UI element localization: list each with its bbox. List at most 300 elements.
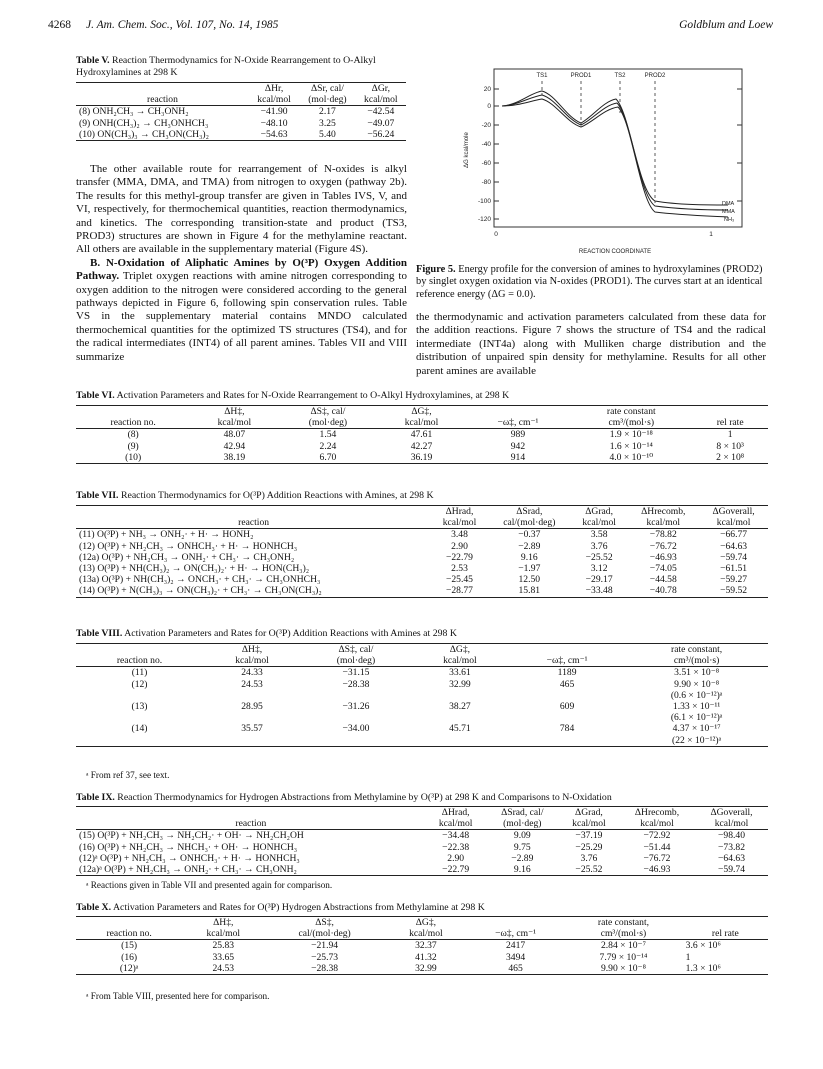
table9-cell: −46.93: [643, 864, 671, 876]
table8-col-unit: reaction no.: [116, 655, 163, 667]
table-row: [76, 952, 768, 963]
table8-col-unit: kcal/mol: [235, 655, 269, 667]
table7-cell: −59.27: [720, 574, 748, 586]
table8-cell: 28.95: [241, 701, 263, 713]
table-row: [76, 667, 768, 679]
table6-header-row: [76, 406, 768, 418]
table9-cell: −25.29: [575, 841, 603, 853]
table7-cell: −61.51: [720, 563, 748, 575]
table8-cell: [76, 690, 203, 701]
table5-col-unit: reaction: [147, 94, 178, 106]
table-row: [76, 106, 406, 118]
state-label-prod1: PROD1: [570, 73, 592, 79]
table10-col-header: [683, 917, 768, 929]
table7-cell: (14) O(³P) + N(CH₃)₃ → ON(CH₃)₂· + CH₃· → CH₃ON(CH₃)₂: [79, 585, 322, 597]
table5-col-header: ΔSr, cal/: [310, 83, 344, 94]
table10-label: Table X.: [76, 902, 112, 913]
table-row: [76, 529, 768, 541]
table7-cell: −28.77: [445, 585, 473, 597]
table6-cell: 1.6 × 10⁻¹⁴: [609, 440, 653, 452]
table6-cell: 48.07: [223, 429, 246, 441]
table7-cell: −0.37: [518, 529, 541, 541]
table9: [76, 806, 768, 876]
table8-cell: [301, 712, 411, 723]
table8-caption: [76, 628, 776, 640]
table7-cell: −59.74: [720, 551, 748, 563]
table-row: [76, 690, 768, 701]
table7-units-row: [76, 517, 768, 529]
table8-cell: [509, 735, 625, 747]
table10-col-header: ΔG‡,: [415, 917, 437, 928]
table5-cell: −48.10: [260, 117, 288, 129]
table7-cell: −40.78: [649, 585, 677, 597]
table5: [76, 82, 406, 141]
table8-col-unit: −ω‡, cm⁻¹: [546, 655, 588, 667]
table6-col-unit: −ω‡, cm⁻¹: [497, 417, 539, 429]
table8-cell: [203, 735, 301, 747]
table9-cell: −59.74: [718, 864, 746, 876]
table8-cell: 9.90 × 10⁻⁸: [674, 678, 720, 690]
table6-col-header: ΔG‡,: [411, 406, 432, 417]
figure5: [458, 55, 758, 260]
table10-units-row: [76, 928, 768, 940]
y-tick-label: 20: [483, 86, 491, 93]
table8-cell: 33.61: [449, 667, 471, 679]
table10-col-header: [467, 917, 564, 929]
table7-cell: 3.48: [451, 529, 468, 541]
table8-col-unit: cm³/(mol·s): [673, 655, 720, 667]
table-row: [76, 963, 768, 975]
table10-cell: 41.32: [415, 951, 437, 963]
table5-cell: (10) ON(CH₃)₃ → CH₃ON(CH₃)₂: [79, 128, 209, 140]
y-ticks: [494, 89, 742, 219]
table10-col-unit: cal/(mol·deg): [298, 928, 351, 940]
journal-citation: J. Am. Chem. Soc., Vol. 107, No. 14, 1985: [86, 19, 279, 31]
table8-col-header: ΔG‡,: [449, 644, 471, 655]
table8-cell: [301, 735, 411, 747]
table-row: [76, 429, 768, 441]
table8-units-row: [76, 655, 768, 667]
figure5-label: Figure 5.: [416, 264, 456, 275]
table8-cell: 1189: [557, 667, 577, 679]
table-row: [76, 712, 768, 723]
table6-cell: 989: [510, 429, 526, 441]
table8-cell: 1.33 × 10⁻¹¹: [672, 701, 721, 713]
table10-cell: 2417: [505, 940, 526, 952]
table7-cell: −29.17: [585, 574, 613, 586]
table6-cell: 2 × 10⁸: [716, 451, 745, 463]
table5-cell: −49.07: [367, 117, 395, 129]
y-tick-labels: [478, 86, 491, 223]
table7-cell: −64.63: [720, 540, 748, 552]
table9-cell: (15) O(³P) + NH₂CH₃ → NH₂CH₂· + OH· → NH₂CH₂OH: [79, 830, 304, 842]
table5-cell: (9) ONH(CH₃)₂ → CH₃ONHCH₃: [79, 117, 209, 129]
table6-col-unit: rel rate: [716, 417, 744, 429]
table8-label: Table VIII.: [76, 628, 123, 639]
x-axis-label: REACTION COORDINATE: [578, 249, 652, 255]
table8-cell: 4.37 × 10⁻¹⁷: [672, 723, 721, 735]
table6-cell: (8): [127, 429, 139, 441]
table7-cell: −59.52: [720, 585, 748, 597]
table6-col-unit: cm³/(mol·s): [608, 417, 655, 429]
table6-cell: 47.61: [410, 429, 433, 441]
table10-footnote: ᵃ From Table VIII, presented here for comparison.: [86, 991, 270, 1001]
table9-cell: (12)ᵃ O(³P) + NH₂CH₃ → ONHCH₃· + H· → HONHCH₃: [79, 852, 300, 864]
table9-cell: −51.44: [643, 841, 671, 853]
table8-cell: [301, 690, 411, 701]
table7-cell: 3.58: [590, 529, 608, 541]
table6-cell: 1.9 × 10⁻¹⁸: [609, 429, 653, 441]
table-row: [76, 452, 768, 464]
figure5-plot: [458, 55, 758, 260]
state-markers: [542, 81, 655, 203]
curve-label-mma: MMA: [722, 209, 735, 215]
table9-header-row: [76, 807, 768, 819]
table10-col-unit: kcal/mol: [206, 928, 241, 940]
table7-cell: (12) O(³P) + NH₂CH₃ → ONHCH₃· + H· → HONHCH₃: [79, 540, 298, 552]
table8-col-header: ΔH‡,: [241, 644, 263, 655]
table10-col-unit: rel rate: [711, 928, 739, 940]
table6-cell: 42.27: [410, 440, 433, 452]
table5-cell: 3.25: [319, 117, 336, 129]
table10-cell: (12)ᵃ: [119, 962, 139, 974]
table9-units-row: [76, 818, 768, 830]
table9-cell: −98.40: [718, 830, 746, 842]
table10-col-header: [76, 917, 182, 929]
table9-cell: −73.82: [718, 841, 746, 853]
table-row: [76, 679, 768, 690]
table8-col-header: ΔS‡, cal/: [338, 644, 374, 655]
table10-header-row: [76, 917, 768, 929]
table-row: [76, 723, 768, 734]
table10-cell: 25.83: [212, 940, 235, 952]
table5-cell: 5.40: [319, 128, 336, 140]
y-tick-label: -40: [481, 141, 491, 148]
paragraph-body: Triplet oxygen reactions with amine nitrogen corresponding to oxygen addition to the nitrogen were considered according to the general pathways depicted in Figure 6, following spin conservation rules. Table VS in the supplementary material contains MNDO calculated thermochemical quantities for the optimized TS structures (TS4), and for the radical intermediates (INT4) of all parent amines. Tables VII and VIII summarize: [76, 270, 407, 363]
table9-col-unit: kcal/mol: [714, 818, 749, 830]
table6-cell: (9): [127, 440, 139, 452]
table6-col-header: ΔS‡, cal/: [310, 406, 346, 417]
table-row: [76, 574, 768, 585]
table7-col-unit: cal/(mol·deg): [503, 517, 556, 529]
table9-col-header: [76, 807, 426, 819]
table9-cell: −2.89: [511, 852, 534, 864]
table9-col-unit: kcal/mol: [640, 818, 674, 830]
table6-cell: 942: [510, 440, 526, 452]
table7-col-unit: kcal/mol: [442, 517, 477, 529]
table10-cell: 2.84 × 10⁻⁷: [600, 940, 646, 952]
state-label-ts2: TS2: [614, 73, 626, 79]
table8-col-unit: kcal/mol: [443, 655, 477, 667]
table9-cell: −64.63: [718, 852, 746, 864]
table9-cell: 9.09: [513, 830, 531, 842]
table8-cell: 45.71: [449, 723, 471, 735]
table10-cell: 33.65: [212, 951, 235, 963]
curve-labels: [722, 201, 735, 223]
table7-cell: 2.53: [451, 563, 468, 575]
table7-header-row: [76, 506, 768, 518]
table10-caption-text: Activation Parameters and Rates for O(³P) Hydrogen Abstractions from Methylamine at 298 K: [112, 902, 485, 913]
table5-col-unit: kcal/mol: [364, 94, 398, 106]
table7-col-header: ΔGoverall,: [712, 506, 755, 517]
table7-caption: [76, 490, 776, 502]
table9-label: Table IX.: [76, 792, 115, 803]
table8-cell: (11): [131, 667, 148, 679]
table10-cell: 9.90 × 10⁻⁸: [600, 962, 646, 974]
table8-cell: [411, 735, 509, 747]
table9-col-header: ΔGoverall,: [710, 807, 753, 818]
table6-cell: 42.94: [223, 440, 246, 452]
table6-col-unit: (mol·deg): [308, 417, 348, 429]
y-tick-label: -20: [481, 122, 491, 129]
table9-cell: (12a)ᵃ O(³P) + NH₂CH₃ → ONH₂· + CH₃· → CH₃ONH₂: [79, 864, 297, 876]
table7-cell: (11) O(³P) + NH₃ → ONH₂· + H· → HONH₂: [79, 529, 254, 541]
y-tick-label: -80: [481, 179, 491, 186]
table7-col-unit: kcal/mol: [716, 517, 751, 529]
table8-col-header: rate constant,: [671, 644, 723, 655]
table9-col-unit: kcal/mol: [572, 818, 606, 830]
table7-cell: −46.93: [649, 551, 677, 563]
table6-col-header: ΔH‡,: [224, 406, 245, 417]
table10-col-unit: −ω‡, cm⁻¹: [495, 928, 537, 940]
table5-col-unit: kcal/mol: [257, 94, 291, 106]
state-labels: [536, 73, 666, 79]
table8-cell: −28.38: [342, 678, 370, 690]
table8-col-header: [76, 644, 203, 656]
table10-cell: 465: [508, 962, 523, 974]
y-tick-label: -120: [477, 216, 491, 223]
table9-col-header: ΔGrad,: [575, 807, 603, 818]
table9-cell: 9.75: [513, 841, 531, 853]
table-row: [76, 552, 768, 563]
table5-units-row: [76, 94, 406, 106]
table7-col-header: ΔSrad,: [516, 506, 543, 517]
table7-cell: 3.12: [590, 563, 608, 575]
table7-col-header: ΔHrad,: [445, 506, 474, 517]
table6-cell: 4.0 × 10⁻¹⁰: [609, 451, 654, 463]
table7-col-unit: reaction: [238, 517, 270, 529]
table9-col-unit: reaction: [235, 818, 267, 830]
energy-curves: [502, 91, 728, 217]
table8-cell: 24.33: [241, 667, 263, 679]
table6-col-header: [692, 406, 768, 418]
table8-cell: [203, 712, 301, 723]
table10-col-unit: kcal/mol: [409, 928, 443, 940]
table10: [76, 916, 768, 975]
table8-cell: (14): [131, 723, 148, 735]
table8-cell: [203, 690, 301, 701]
table10-caption: [76, 902, 776, 914]
table8-cell: [411, 712, 509, 723]
table9-cell: −22.38: [442, 841, 470, 853]
table8-cell: 784: [559, 723, 575, 735]
table7-cell: −2.89: [518, 540, 541, 552]
table10-col-unit: cm³/(mol·s): [600, 928, 647, 940]
table6-cell: 36.19: [410, 451, 433, 463]
table-row: [76, 842, 768, 853]
y-tick-label: 0: [487, 103, 491, 110]
table5-cell: −56.24: [367, 128, 395, 140]
table9-cell: −22.79: [442, 864, 470, 876]
y-tick-label: -60: [481, 160, 491, 167]
table6-col-header: [76, 406, 190, 418]
table6: [76, 405, 768, 464]
right-column-text: [416, 311, 766, 378]
table-row: [76, 129, 406, 141]
table10-cell: 24.53: [212, 962, 235, 974]
table8-cell: [509, 690, 625, 701]
table6-caption: [76, 390, 776, 402]
table9-cell: −37.19: [575, 830, 603, 842]
table5-cell: (8) ONH₂CH₃ → CH₃ONH₂: [79, 106, 189, 118]
table10-cell: 1: [685, 951, 691, 963]
table7-caption-text: Reaction Thermodynamics for O(³P) Addition Reactions with Amines, at 298 K: [120, 490, 434, 501]
table8-cell: 609: [559, 701, 575, 713]
curve-nh3: [502, 99, 728, 217]
state-label-ts1: TS1: [536, 73, 548, 79]
table9-cell: −34.48: [442, 830, 470, 842]
table-row: [76, 118, 406, 129]
table-row: [76, 940, 768, 952]
table8-cell: [76, 712, 203, 723]
table10-cell: −28.38: [311, 962, 339, 974]
table5-col-header: ΔHr,: [264, 83, 284, 94]
state-label-prod2: PROD2: [644, 73, 666, 79]
table7-cell: −25.45: [445, 574, 473, 586]
table8-col-header: [509, 644, 625, 656]
table-row: [76, 830, 768, 842]
y-axis-label: ΔG kcal/mole: [464, 132, 470, 168]
table8-cell: (0.6 × 10⁻¹²)ᵃ: [670, 689, 723, 701]
table8: [76, 643, 768, 747]
x-tick-labels: [494, 231, 713, 238]
table9-cell: −25.52: [575, 864, 603, 876]
table6-cell: 38.19: [223, 451, 246, 463]
table8-cell: 38.27: [449, 701, 471, 713]
table7-label: Table VII.: [76, 490, 119, 501]
table7-col-header: ΔHrecomb,: [641, 506, 686, 517]
table10-col-header: ΔS‡,: [315, 917, 334, 928]
table7-cell: −78.82: [649, 529, 677, 541]
table8-cell: −31.26: [342, 701, 370, 713]
table-row: [76, 585, 768, 597]
table6-col-unit: reaction no.: [110, 417, 156, 429]
table5-cell: −42.54: [367, 106, 395, 118]
table5-cell: −41.90: [260, 106, 288, 118]
table7-col-unit: kcal/mol: [582, 517, 616, 529]
table-row: [76, 441, 768, 452]
table9-col-unit: kcal/mol: [438, 818, 473, 830]
table6-col-header: rate constant: [606, 406, 656, 417]
table9-footnote: ᵃ Reactions given in Table VII and presented again for comparison.: [86, 880, 333, 890]
running-authors: Goldblum and Loew: [679, 19, 773, 31]
table5-cell: −54.63: [260, 128, 288, 140]
table-row: [76, 701, 768, 712]
table8-cell: [411, 690, 509, 701]
table7-cell: 2.90: [451, 540, 468, 552]
table10-cell: (15): [121, 940, 138, 952]
table7-cell: −33.48: [585, 585, 613, 597]
table5-label: Table V.: [76, 55, 110, 66]
table7-cell: (13a) O(³P) + NH(CH₃)₂ → ONCH₃· + CH₃· → CH₃ONHCH₃: [79, 574, 321, 586]
table5-col-header: ΔGr,: [371, 83, 390, 94]
x-tick-label: 1: [709, 231, 713, 238]
y-tick-label: -100: [477, 198, 491, 205]
table6-cell: 1.54: [319, 429, 337, 441]
table6-cell: 1: [727, 429, 733, 441]
table7-cell: −66.77: [720, 529, 748, 541]
curve-mma: [502, 95, 728, 210]
table10-cell: 1.3 × 10⁶: [685, 962, 721, 974]
table5-col-unit: (mol·deg): [308, 94, 347, 106]
table8-caption-text: Activation Parameters and Rates for O(³P) Addition Reactions with Amines at 298 K: [124, 628, 457, 639]
table7-cell: (13) O(³P) + NH(CH₃)₂ → ON(CH₃)₂· + H· → HON(CH₃)₂: [79, 563, 310, 575]
table7-col-header: [76, 506, 431, 518]
table8-cell: (13): [131, 701, 148, 713]
table9-col-header: ΔSrad, cal/: [501, 807, 544, 818]
table7-cell: −1.97: [518, 563, 541, 575]
table6-col-unit: kcal/mol: [217, 417, 252, 429]
table10-cell: 3494: [505, 951, 526, 963]
table9-cell: (16) O(³P) + NH₂CH₃ → NHCH₃· + OH· → HONHCH₃: [79, 841, 298, 853]
paragraph: The other available route for rearrangement of N-oxides is alkyl transfer (MMA, DMA, and TMA) from nitrogen to oxygen (pathway 2b). The results for this methyl-group transfer are given in Tables IVS, V, and VI, respectively, for thermochemical quantities, reaction thermodynamics, and kinetics. The corresponding transition-state and product (TS3, PROD3) structures are shown in Figure 4 for the methylamine reactant. All others are available in the supplementary material (Figure 4S).: [76, 163, 407, 256]
table6-label: Table VI.: [76, 390, 115, 401]
table8-cell: 465: [559, 678, 575, 690]
table10-cell: 3.6 × 10⁶: [685, 940, 721, 952]
table7-cell: −22.79: [445, 551, 473, 563]
table10-col-header: rate constant,: [597, 917, 650, 928]
table-row: [76, 541, 768, 552]
table10-cell: 32.37: [415, 940, 437, 952]
table10-cell: 7.79 × 10⁻¹⁴: [599, 951, 648, 963]
paragraph-section-b: [76, 257, 407, 364]
table7-col-header: ΔGrad,: [585, 506, 613, 517]
table7-cell: 15.81: [518, 585, 541, 597]
table9-caption: [76, 792, 776, 804]
table6-col-unit: kcal/mol: [404, 417, 439, 429]
table-row: [76, 853, 768, 864]
table9-col-header: ΔHrad,: [441, 807, 470, 818]
table6-caption-text: Activation Parameters and Rates for N-Oxide Rearrangement to O-Alkyl Hydroxylamines, at 298 K: [116, 390, 510, 401]
table7-cell: −76.72: [649, 540, 677, 552]
curve-label-nh3: NH₃: [724, 217, 735, 223]
table8-cell: −31.15: [342, 667, 370, 679]
figure5-caption-text: Energy profile for the conversion of amines to hydroxylamines (PROD2) by singlet oxygen oxidation via N-oxides (PROD1). The curves start at an identical reference energy (ΔG = 0.0).: [416, 264, 763, 300]
table7-cell: 9.16: [520, 551, 538, 563]
table8-cell: [509, 712, 625, 723]
table9-cell: 3.76: [580, 852, 598, 864]
table-row: [76, 563, 768, 574]
left-column-text: [76, 163, 407, 364]
table9-cell: 2.90: [447, 852, 465, 864]
table-row: [76, 735, 768, 747]
table6-cell: 914: [510, 451, 526, 463]
table10-cell: −21.94: [311, 940, 339, 952]
table6-cell: 8 × 10³: [716, 440, 744, 452]
table9-col-header: ΔHrecomb,: [634, 807, 680, 818]
table5-cell: 2.17: [319, 106, 336, 118]
x-tick-label: 0: [494, 231, 498, 238]
table8-cell: (6.1 × 10⁻¹²)ᵃ: [670, 712, 723, 724]
table9-cell: −72.92: [643, 830, 671, 842]
table6-cell: (10): [125, 451, 142, 463]
table8-cell: 35.57: [241, 723, 263, 735]
plot-frame: [494, 69, 742, 227]
table8-col-unit: (mol·deg): [336, 655, 376, 667]
table10-col-unit: reaction no.: [106, 928, 152, 940]
table8-cell: [76, 735, 203, 747]
table9-cell: −76.72: [643, 852, 671, 864]
